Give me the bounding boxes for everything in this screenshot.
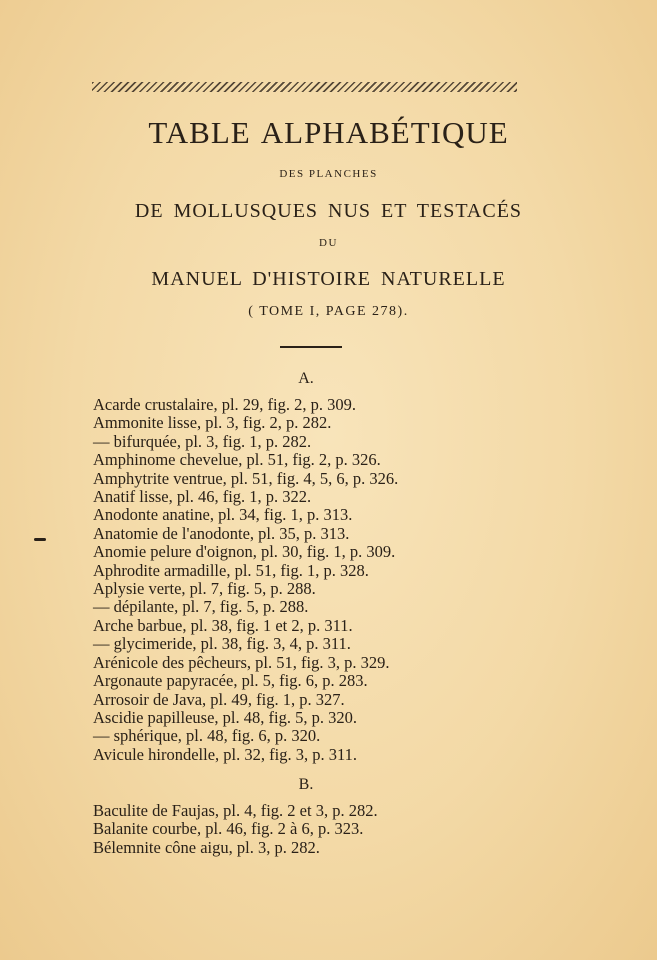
index-entry: Ascidie papilleuse, pl. 48, fig. 5, p. 320. [93,707,357,727]
subtitle-du: DU [319,237,338,249]
title-divider [280,346,342,348]
index-entry: Aplysie verte, pl. 7, fig. 5, p. 288. [93,579,316,599]
index-entry: Acarde crustalaire, pl. 29, fig. 2, p. 309. [93,395,357,414]
index-entry: — bifurquée, pl. 3, fig. 1, p. 282. [93,431,312,451]
index-entry: Amphytrite ventrue, pl. 51, fig. 4, 5, 6, p. 326. [93,468,399,488]
index-entry: Argonaute papyracée, pl. 5, fig. 6, p. 283. [93,671,368,691]
section-letter-b: B. [298,776,314,793]
index-entry: Aphrodite armadille, pl. 51, fig. 1, p. 328. [93,560,369,580]
subtitle-tome: ( TOME I, PAGE 278). [248,304,409,319]
index-entry: Bélemnite cône aigu, pl. 3, p. 282. [93,837,320,857]
index-entry: — sphérique, pl. 48, fig. 6, p. 320. [93,726,321,746]
margin-ink-mark [34,538,46,541]
section-b-entries [93,802,378,857]
index-entry: Arche barbue, pl. 38, fig. 1 et 2, p. 311. [93,615,353,635]
index-entry: — dépilante, pl. 7, fig. 5, p. 288. [93,597,309,617]
index-entry: Anatomie de l'anodonte, pl. 35, p. 313. [93,523,350,543]
index-entry: Avicule hirondelle, pl. 32, fig. 3, p. 311. [93,744,357,764]
subtitle-mollusques: DE MOLLUSQUES NUS ET TESTACÉS [134,200,523,222]
index-entry: — glycimeride, pl. 38, fig. 3, 4, p. 311. [93,634,351,654]
index-entry: Ammonite lisse, pl. 3, fig. 2, p. 282. [93,413,332,433]
index-entry: Anodonte anatine, pl. 34, fig. 1, p. 313. [93,505,353,525]
subtitle-manuel: MANUEL D'HISTOIRE NATURELLE [151,268,506,290]
index-entry: Arénicole des pêcheurs, pl. 51, fig. 3, p. 329. [93,652,390,672]
decorative-border-ornament [92,82,517,92]
section-letter-a: A. [298,370,314,387]
index-entry: Balanite courbe, pl. 46, fig. 2 à 6, p. 323. [93,819,364,839]
subtitle-des-planches: DES PLANCHES [279,168,378,180]
index-entry: Amphinome chevelue, pl. 51, fig. 2, p. 326. [93,450,381,470]
index-entry: Anatif lisse, pl. 46, fig. 1, p. 322. [93,487,312,507]
section-a-entries [93,396,398,764]
index-entry: Arrosoir de Java, pl. 49, fig. 1, p. 327. [93,689,345,709]
index-entry: Anomie pelure d'oignon, pl. 30, fig. 1, p. 309. [93,542,396,562]
page-title: TABLE ALPHABÉTIQUE [148,115,509,150]
index-entry: Baculite de Faujas, pl. 4, fig. 2 et 3, p. 282. [93,801,378,820]
